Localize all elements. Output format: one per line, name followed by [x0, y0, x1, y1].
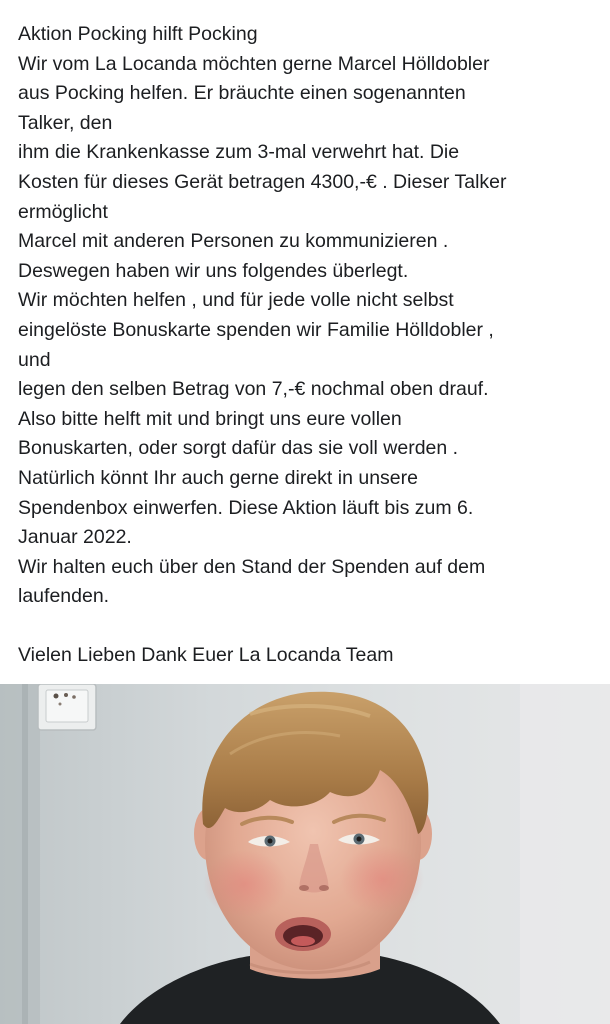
post-blank-line	[18, 612, 603, 642]
post-line: Natürlich könnt Ihr auch gerne direkt in unsere	[18, 466, 418, 489]
post-line: aus Pocking helfen. Er bräuchte einen sogenannten	[18, 82, 466, 105]
post-text	[18, 20, 603, 671]
post-line: laufenden.	[18, 585, 110, 608]
post-line: Januar 2022.	[18, 526, 132, 549]
post-line: Also bitte helft mit und bringt uns eure vollen	[18, 407, 402, 430]
mouth	[275, 917, 331, 951]
post-title: Aktion Pocking hilft Pocking	[18, 23, 258, 45]
post-line: Deswegen haben wir uns folgendes überlegt.	[18, 259, 409, 282]
post-line: ermöglicht	[18, 200, 108, 223]
post-line: Spendenbox einwerfen. Diese Aktion läuft bis zum 6.	[18, 496, 474, 519]
post-line: Bonuskarten, oder sorgt dafür das sie voll werden .	[18, 437, 459, 460]
post-line: Wir vom La Locanda möchten gerne Marcel Hölldobler	[18, 52, 490, 75]
post-line: Wir möchten helfen , und für jede volle nicht selbst	[18, 289, 454, 312]
post-line: Kosten für dieses Gerät betragen 4300,-€ . Dieser Talker	[18, 170, 507, 193]
post-signature: Vielen Lieben Dank Euer La Locanda Team	[18, 644, 394, 667]
post-line: und	[18, 348, 51, 371]
post-photo[interactable]	[0, 684, 610, 1024]
post-line: ihm die Krankenkasse zum 3-mal verwehrt hat. Die	[18, 141, 460, 164]
portrait-photo	[0, 684, 610, 1024]
post-line: Talker, den	[18, 111, 113, 134]
post-line: eingelöste Bonuskarte spenden wir Familie Hölldobler ,	[18, 318, 494, 341]
light-switch-icon	[38, 684, 96, 730]
post-line: Marcel mit anderen Personen zu kommunizieren .	[18, 230, 449, 253]
post-line: Wir halten euch über den Stand der Spenden auf dem	[18, 555, 486, 578]
post-line: legen den selben Betrag von 7,-€ nochmal oben drauf.	[18, 378, 489, 401]
